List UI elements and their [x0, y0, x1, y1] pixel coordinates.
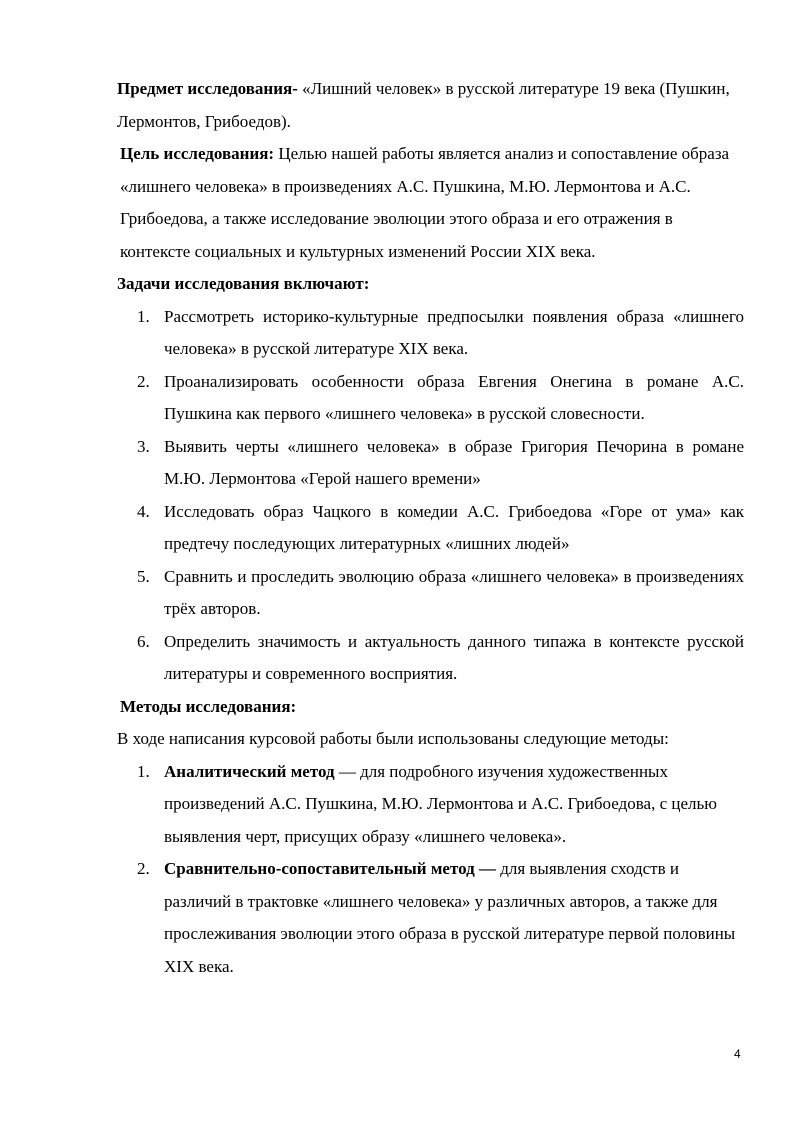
task-number: 2.: [137, 371, 150, 391]
task-text: Сравнить и проследить эволюцию образа «лишнего человека» в произведениях трёх авторов.: [164, 566, 744, 618]
method-text: для выявления сходств и различий в трактовке «лишнего человека» у различных авторов, а также для прослеживания эволюции этого образа в русской литературе первой половины XIX века.: [164, 859, 736, 976]
methods-list: [117, 756, 744, 984]
task-text: Исследовать образ Чацкого в комедии А.С. Грибоедова «Горе от ума» как предтечу последующих литературных «лишних людей»: [164, 501, 744, 553]
goal-text: Целью нашей работы является анализ и сопоставление образа «лишнего человека» в произведениях А.С. Пушкина, М.Ю. Лермонтова и А.С. Грибоедова, а также исследование эволюции этого образа и его отражения в контексте социальных и культурных изменений России XIX века.: [120, 144, 730, 261]
task-item: [117, 561, 744, 626]
subject-paragraph: [117, 73, 744, 138]
method-label: Сравнительно-сопоставительный метод —: [164, 859, 496, 878]
task-item: [117, 431, 744, 496]
task-number: 4.: [137, 501, 150, 521]
task-number: 5.: [137, 566, 150, 586]
subject-label: Предмет исследования-: [117, 79, 298, 98]
task-text: Рассмотреть историко-культурные предпосылки появления образа «лишнего человека» в русской литературе XIX века.: [164, 306, 744, 358]
goal-paragraph: [117, 138, 744, 268]
method-label: Аналитический метод: [164, 761, 335, 781]
methods-heading: Методы исследования:: [120, 696, 297, 716]
subject-text: «Лишний человек» в русской литературе 19 века (Пушкин, Лермонтов, Грибоедов).: [117, 79, 730, 131]
method-number: 2.: [137, 859, 150, 878]
task-item: [117, 496, 744, 561]
tasks-list: [117, 301, 744, 691]
task-text: Выявить черты «лишнего человека» в образе Григория Печорина в романе М.Ю. Лермонтова «Герой нашего времени»: [164, 436, 744, 488]
task-item: [117, 301, 744, 366]
task-text: Определить значимость и актуальность данного типажа в контексте русской литературы и современного восприятия.: [164, 631, 744, 683]
task-number: 6.: [137, 631, 150, 651]
task-text: Проанализировать особенности образа Евгения Онегина в романе А.С. Пушкина как первого «лишнего человека» в русской словесности.: [164, 371, 744, 423]
task-item: [117, 626, 744, 691]
task-item: [117, 366, 744, 431]
method-number: 1.: [137, 761, 150, 781]
document-page: [117, 73, 744, 983]
methods-intro: В ходе написания курсовой работы были использованы следующие методы:: [117, 729, 669, 748]
task-number: 3.: [137, 436, 150, 456]
method-text: — для подробного изучения художественных произведений А.С. Пушкина, М.Ю. Лермонтова и А.С. Грибоедова, с целью выявления черт, присущих образу «лишнего человека».: [164, 761, 717, 846]
tasks-heading: Задачи исследования включают:: [117, 274, 370, 293]
method-item: [117, 853, 744, 983]
task-number: 1.: [137, 306, 150, 326]
page-number: 4: [734, 1047, 741, 1061]
goal-label: Цель исследования:: [120, 144, 275, 163]
method-item: [117, 756, 744, 854]
